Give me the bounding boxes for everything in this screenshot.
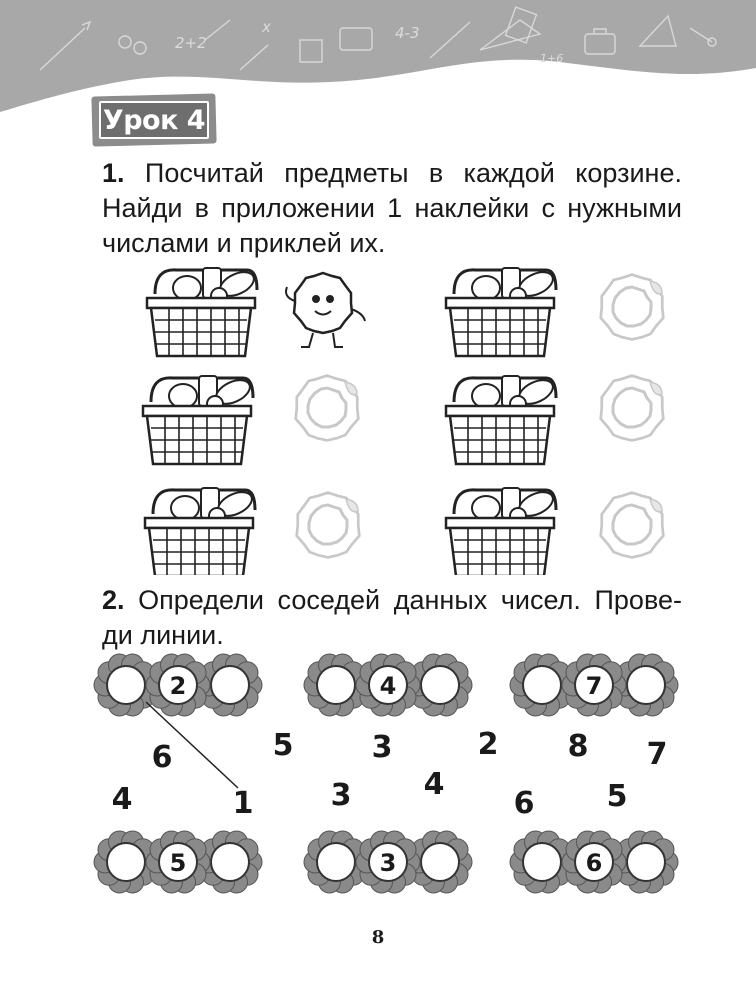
loose-number[interactable]: 5 (272, 728, 294, 763)
loose-number[interactable]: 5 (606, 779, 628, 814)
sticker-placeholder-icon (296, 376, 359, 441)
doodle-text: 4-3 (395, 24, 420, 42)
loose-number[interactable]: 3 (371, 730, 393, 765)
flower-center-number: 3 (379, 849, 397, 877)
mascot-icon (286, 273, 365, 347)
flower-center-number: 4 (379, 672, 397, 700)
loose-number[interactable]: 2 (477, 727, 499, 762)
doodle-text: 1+6 (540, 52, 564, 65)
sticker-placeholder-icon (601, 275, 664, 340)
loose-number[interactable]: 4 (423, 767, 445, 802)
page-number: 8 (371, 927, 385, 948)
task-1-number: 1. (102, 158, 125, 188)
doodle-text: x (262, 18, 271, 36)
lesson-title: Урок 4 (102, 104, 206, 136)
flower-center-number: 7 (585, 672, 603, 700)
flower-center-number: 6 (585, 849, 603, 877)
flowers-area (0, 640, 756, 900)
basket-2 (446, 267, 557, 356)
loose-number[interactable]: 8 (567, 729, 589, 764)
loose-number[interactable]: 7 (646, 737, 668, 772)
lesson-badge (92, 95, 216, 145)
sticker-placeholder-icon (297, 493, 360, 558)
baskets-grid (0, 255, 756, 575)
sticker-placeholder-icon (601, 493, 664, 558)
task-2-text: Определи соседей данных чисел. Прове-ди линии. (102, 585, 682, 650)
task-1-text: Посчитай предметы в каждой корзине. Найди в приложении 1 наклейки с нужными числами и приклей их. (102, 158, 682, 258)
loose-number[interactable]: 1 (232, 786, 254, 821)
basket-1 (147, 267, 258, 356)
basket-5 (145, 487, 256, 575)
basket-6 (446, 487, 557, 575)
task-2-number: 2. (102, 585, 125, 615)
sticker-placeholder-icon (601, 376, 664, 441)
basket-4 (446, 375, 557, 464)
doodle-text: 2+2 (175, 34, 207, 52)
loose-number[interactable]: 6 (151, 740, 173, 775)
basket-3 (143, 375, 254, 464)
flower-center-number: 5 (169, 849, 187, 877)
loose-number[interactable]: 3 (330, 778, 352, 813)
loose-number[interactable]: 4 (111, 782, 133, 817)
task-1 (102, 156, 682, 261)
flower-center-number: 2 (169, 672, 187, 700)
loose-number[interactable]: 6 (513, 786, 535, 821)
